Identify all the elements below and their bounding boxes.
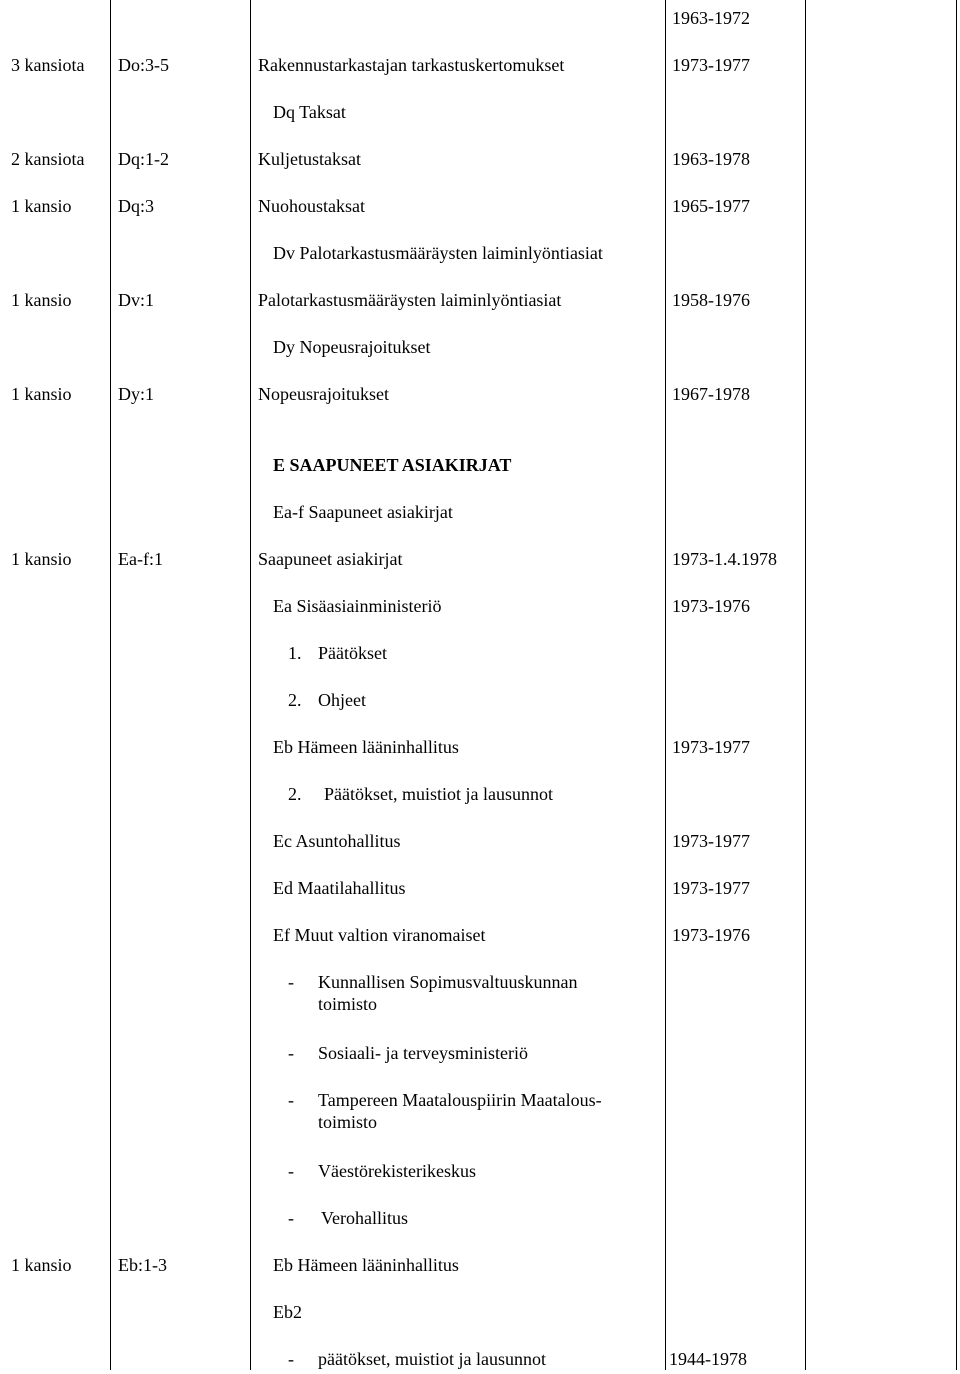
list-text-continued: toimisto [318, 1112, 378, 1132]
date-range: 1944-1978 [669, 1349, 747, 1369]
series-heading: Dq Taksat [273, 102, 346, 122]
series-heading: Dv Palotarkastusmääräysten laiminlyöntiasiat [273, 243, 603, 263]
description: Rakennustarkastajan tarkastuskertomukset [258, 55, 565, 75]
series-heading-row [0, 497, 960, 527]
series-heading: Dy Nopeusrajoitukset [273, 337, 431, 357]
date-range: 1963-1978 [672, 149, 750, 169]
list-text: Ohjeet [318, 690, 366, 710]
date-range: 1973-1977 [672, 878, 750, 898]
list-item [0, 1156, 960, 1186]
table-row [0, 544, 960, 574]
subseries-heading: Eb Hämeen lääninhallitus [273, 737, 459, 757]
main-heading-row [0, 450, 960, 480]
date-range: 1973-1976 [672, 925, 750, 945]
subseries-heading: Eb Hämeen lääninhallitus [273, 1255, 459, 1275]
volume-count: 1 kansio [11, 1255, 72, 1275]
list-marker: - [288, 1043, 294, 1063]
list-text: Päätökset, muistiot ja lausunnot [324, 784, 553, 804]
list-item [0, 967, 960, 1019]
list-marker: - [288, 1161, 294, 1181]
list-text: Sosiaali- ja terveysministeriö [318, 1043, 528, 1063]
series-heading-row [0, 238, 960, 268]
date-range: 1958-1976 [672, 290, 750, 310]
series-heading-row [0, 97, 960, 127]
subseries-row [0, 920, 960, 950]
description: Saapuneet asiakirjat [258, 549, 403, 569]
date-range: 1965-1977 [672, 196, 750, 216]
list-text: Kunnallisen Sopimusvaltuuskunnan [318, 972, 578, 992]
list-item [0, 1203, 960, 1233]
volume-count: 1 kansio [11, 384, 72, 404]
main-heading: E SAAPUNEET ASIAKIRJAT [273, 455, 512, 475]
date-range: 1973-1976 [672, 596, 750, 616]
description: Palotarkastusmääräysten laiminlyöntiasiat [258, 290, 562, 310]
table-row [0, 379, 960, 409]
subseries-heading: Eb2 [273, 1302, 302, 1322]
table-row [0, 1250, 960, 1280]
subseries-heading: Ed Maatilahallitus [273, 878, 406, 898]
list-marker: 2. [288, 690, 302, 710]
list-item [0, 779, 960, 809]
description: Nopeusrajoitukset [258, 384, 389, 404]
list-marker: - [288, 1208, 294, 1228]
date-range: 1973-1977 [672, 737, 750, 757]
list-item [0, 1038, 960, 1068]
subseries-row [0, 1297, 960, 1327]
volume-count: 2 kansiota [11, 149, 85, 169]
series-heading-row [0, 332, 960, 362]
subseries-row [0, 873, 960, 903]
date-range: 1973-1977 [672, 55, 750, 75]
list-text-continued: toimisto [318, 994, 378, 1014]
table-row [0, 285, 960, 315]
date-range: 1973-1.4.1978 [672, 549, 777, 569]
series-heading: Ea-f Saapuneet asiakirjat [273, 502, 453, 522]
volume-count: 1 kansio [11, 549, 72, 569]
list-text: Verohallitus [321, 1208, 408, 1228]
date-range: 1967-1978 [672, 384, 750, 404]
list-marker: - [288, 972, 294, 992]
list-text: Päätökset [318, 643, 387, 663]
table-row [0, 191, 960, 221]
subseries-heading: Ec Asuntohallitus [273, 831, 401, 851]
subseries-row [0, 826, 960, 856]
volume-count: 3 kansiota [11, 55, 85, 75]
table-row [0, 3, 960, 33]
volume-count: 1 kansio [11, 290, 72, 310]
list-marker: 2. [288, 784, 302, 804]
list-item [0, 638, 960, 668]
table-row [0, 144, 960, 174]
table-row [0, 50, 960, 80]
list-marker: - [288, 1349, 294, 1369]
subseries-row [0, 732, 960, 762]
list-text: päätökset, muistiot ja lausunnot [318, 1349, 546, 1369]
subseries-heading: Ea Sisäasiainministeriö [273, 596, 442, 616]
list-item [0, 685, 960, 715]
list-text: Väestörekisterikeskus [318, 1161, 476, 1181]
signum: Dv:1 [118, 290, 154, 310]
description: Nuohoustaksat [258, 196, 365, 216]
signum: Dq:1-2 [118, 149, 169, 169]
list-text: Tampereen Maatalouspiirin Maatalous- [318, 1090, 602, 1110]
subseries-row [0, 591, 960, 621]
date-range: 1963-1972 [672, 8, 750, 28]
list-marker: 1. [288, 643, 302, 663]
signum: Eb:1-3 [118, 1255, 167, 1275]
description: Kuljetustaksat [258, 149, 361, 169]
date-range: 1973-1977 [672, 831, 750, 851]
volume-count: 1 kansio [11, 196, 72, 216]
signum: Dq:3 [118, 196, 154, 216]
signum: Do:3-5 [118, 55, 169, 75]
signum: Dy:1 [118, 384, 154, 404]
signum: Ea-f:1 [118, 549, 163, 569]
list-item [0, 1085, 960, 1137]
subseries-heading: Ef Muut valtion viranomaiset [273, 925, 486, 945]
list-marker: - [288, 1090, 294, 1110]
